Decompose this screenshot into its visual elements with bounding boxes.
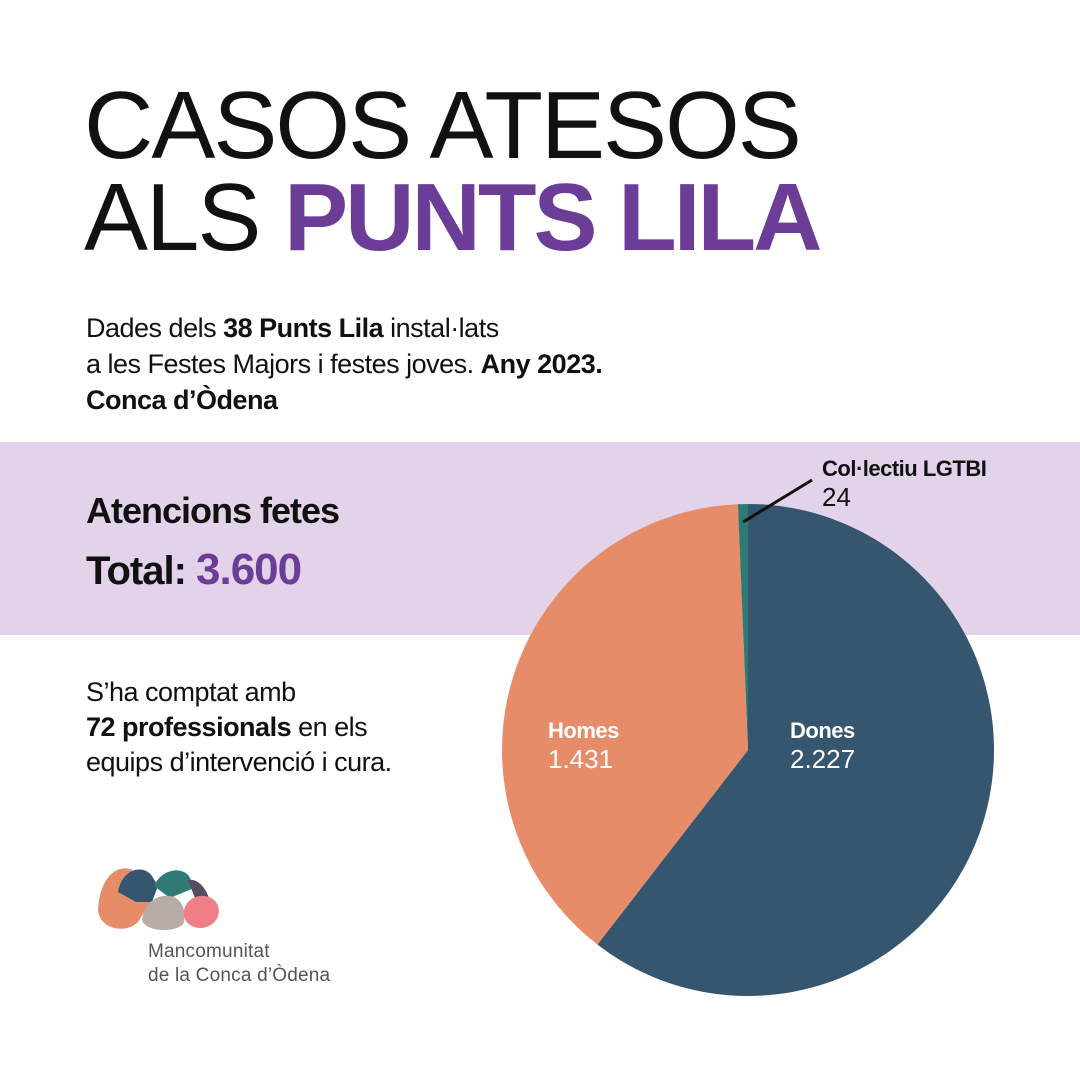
- logo-text-line-2: de la Conca d’Òdena: [148, 965, 331, 986]
- subtitle-bold-1: 38 Punts Lila: [223, 313, 384, 343]
- subtitle-bold-3: Conca d’Òdena: [86, 385, 278, 415]
- logo-text: [148, 940, 330, 988]
- logo-text-line-1: Mancomunitat: [148, 941, 270, 962]
- title-plain-text: ALS: [84, 164, 285, 271]
- note-line-1: S’ha comptat amb: [86, 677, 296, 707]
- subtitle-text-1: Dades dels: [86, 313, 224, 343]
- note-line-3: equips d’intervenció i cura.: [86, 747, 392, 777]
- subtitle-text-2: instal·lats: [383, 313, 499, 343]
- pie-value-dones: 2.227: [790, 744, 856, 774]
- note-bold: 72 professionals: [86, 712, 292, 742]
- title-accent-text: PUNTS LILA: [284, 164, 820, 271]
- pie-value-homes: 1.431: [548, 744, 614, 774]
- total-label: Total:: [86, 549, 197, 593]
- stats-heading: Atencions fetes: [86, 490, 340, 531]
- pie-label-col-lectiu-lgtbi: Col·lectiu LGTBI: [822, 456, 987, 481]
- subtitle-text-3: a les Festes Majors i festes joves.: [86, 349, 481, 379]
- title-line-1: CASOS ATESOS: [84, 72, 800, 179]
- mancomunitat-logo-icon: [96, 862, 222, 934]
- note-line-2: en els: [291, 712, 368, 742]
- total-value: 3.600: [196, 545, 302, 594]
- pie-label-homes: Homes: [548, 718, 619, 743]
- pie-value-col-lectiu-lgtbi: 24: [822, 482, 851, 512]
- pie-label-dones: Dones: [790, 718, 855, 743]
- subtitle-bold-2: Any 2023.: [480, 349, 603, 379]
